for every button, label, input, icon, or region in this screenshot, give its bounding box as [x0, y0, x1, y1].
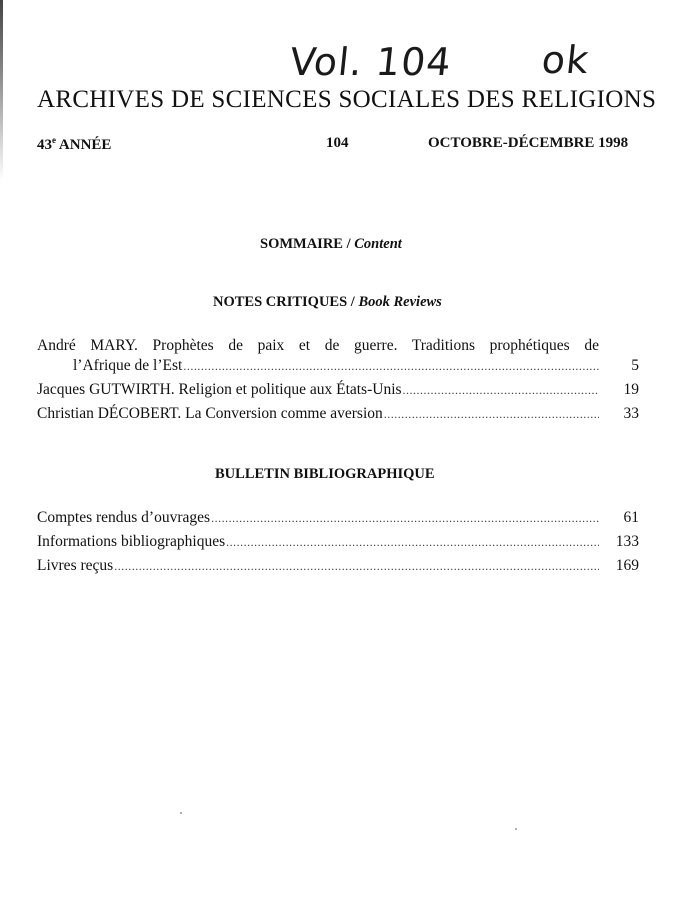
toc-page-number: 33	[623, 405, 639, 422]
bulletin-heading: BULLETIN BIBLIOGRAPHIQUE	[215, 466, 435, 482]
handwritten-volume-note: Vol. 104	[287, 40, 454, 84]
toc-entry-title: Livres reçus	[37, 557, 114, 574]
handwritten-check-note: ok	[539, 38, 592, 82]
scan-speck	[515, 828, 517, 830]
toc-entry-decobert[interactable]	[37, 405, 639, 429]
leader-dots	[226, 535, 599, 550]
toc-page-number: 169	[615, 557, 639, 574]
toc-page-number: 61	[623, 509, 639, 526]
toc-entry-mary-line1: André MARY. Prophètes de paix et de guerre. Traditions prophétiques de	[37, 337, 599, 354]
leader-dots	[403, 383, 599, 398]
notes-critiques-heading	[213, 294, 442, 311]
toc-entry-mary-line2: l’Afrique de l’Est	[73, 357, 183, 374]
sommaire-label: SOMMAIRE /	[260, 236, 351, 252]
toc-entry-livres-recus[interactable]	[37, 557, 639, 581]
issue-number: 104	[326, 135, 349, 151]
issue-date: OCTOBRE-DÉCEMBRE 1998	[428, 135, 629, 151]
toc-entry-title: Jacques GUTWIRTH. Religion et politique aux États-Unis	[37, 381, 402, 398]
leader-dots	[183, 359, 599, 374]
leader-dots	[384, 407, 599, 422]
toc-page-number: 133	[615, 533, 639, 550]
year-label: ANNÉE	[56, 137, 112, 153]
toc-entry-mary[interactable]	[73, 357, 639, 381]
scan-speck	[180, 812, 182, 814]
year-suffix: e	[52, 135, 56, 145]
scan-edge-mark	[0, 0, 3, 180]
notes-critiques-label-en: Book Reviews	[358, 294, 442, 310]
toc-entry-title: Informations bibliographiques	[37, 533, 226, 550]
toc-entry-title: Christian DÉCOBERT. La Conversion comme aversion	[37, 405, 383, 422]
journal-year	[37, 135, 111, 154]
toc-entry-gutwirth[interactable]	[37, 381, 639, 405]
toc-page-number: 5	[631, 357, 639, 374]
toc-page-number: 19	[623, 381, 639, 398]
toc-entry-comptes-rendus[interactable]	[37, 509, 639, 533]
leader-dots	[211, 511, 599, 526]
notes-critiques-label: NOTES CRITIQUES /	[213, 294, 355, 310]
sommaire-label-en: Content	[354, 236, 402, 252]
journal-title: ARCHIVES DE SCIENCES SOCIALES DES RELIGIONS	[37, 86, 657, 113]
toc-entry-informations[interactable]	[37, 533, 639, 557]
toc-entry-title: Comptes rendus d’ouvrages	[37, 509, 211, 526]
sommaire-heading	[260, 236, 402, 253]
leader-dots	[114, 559, 599, 574]
year-number: 43	[37, 137, 52, 153]
